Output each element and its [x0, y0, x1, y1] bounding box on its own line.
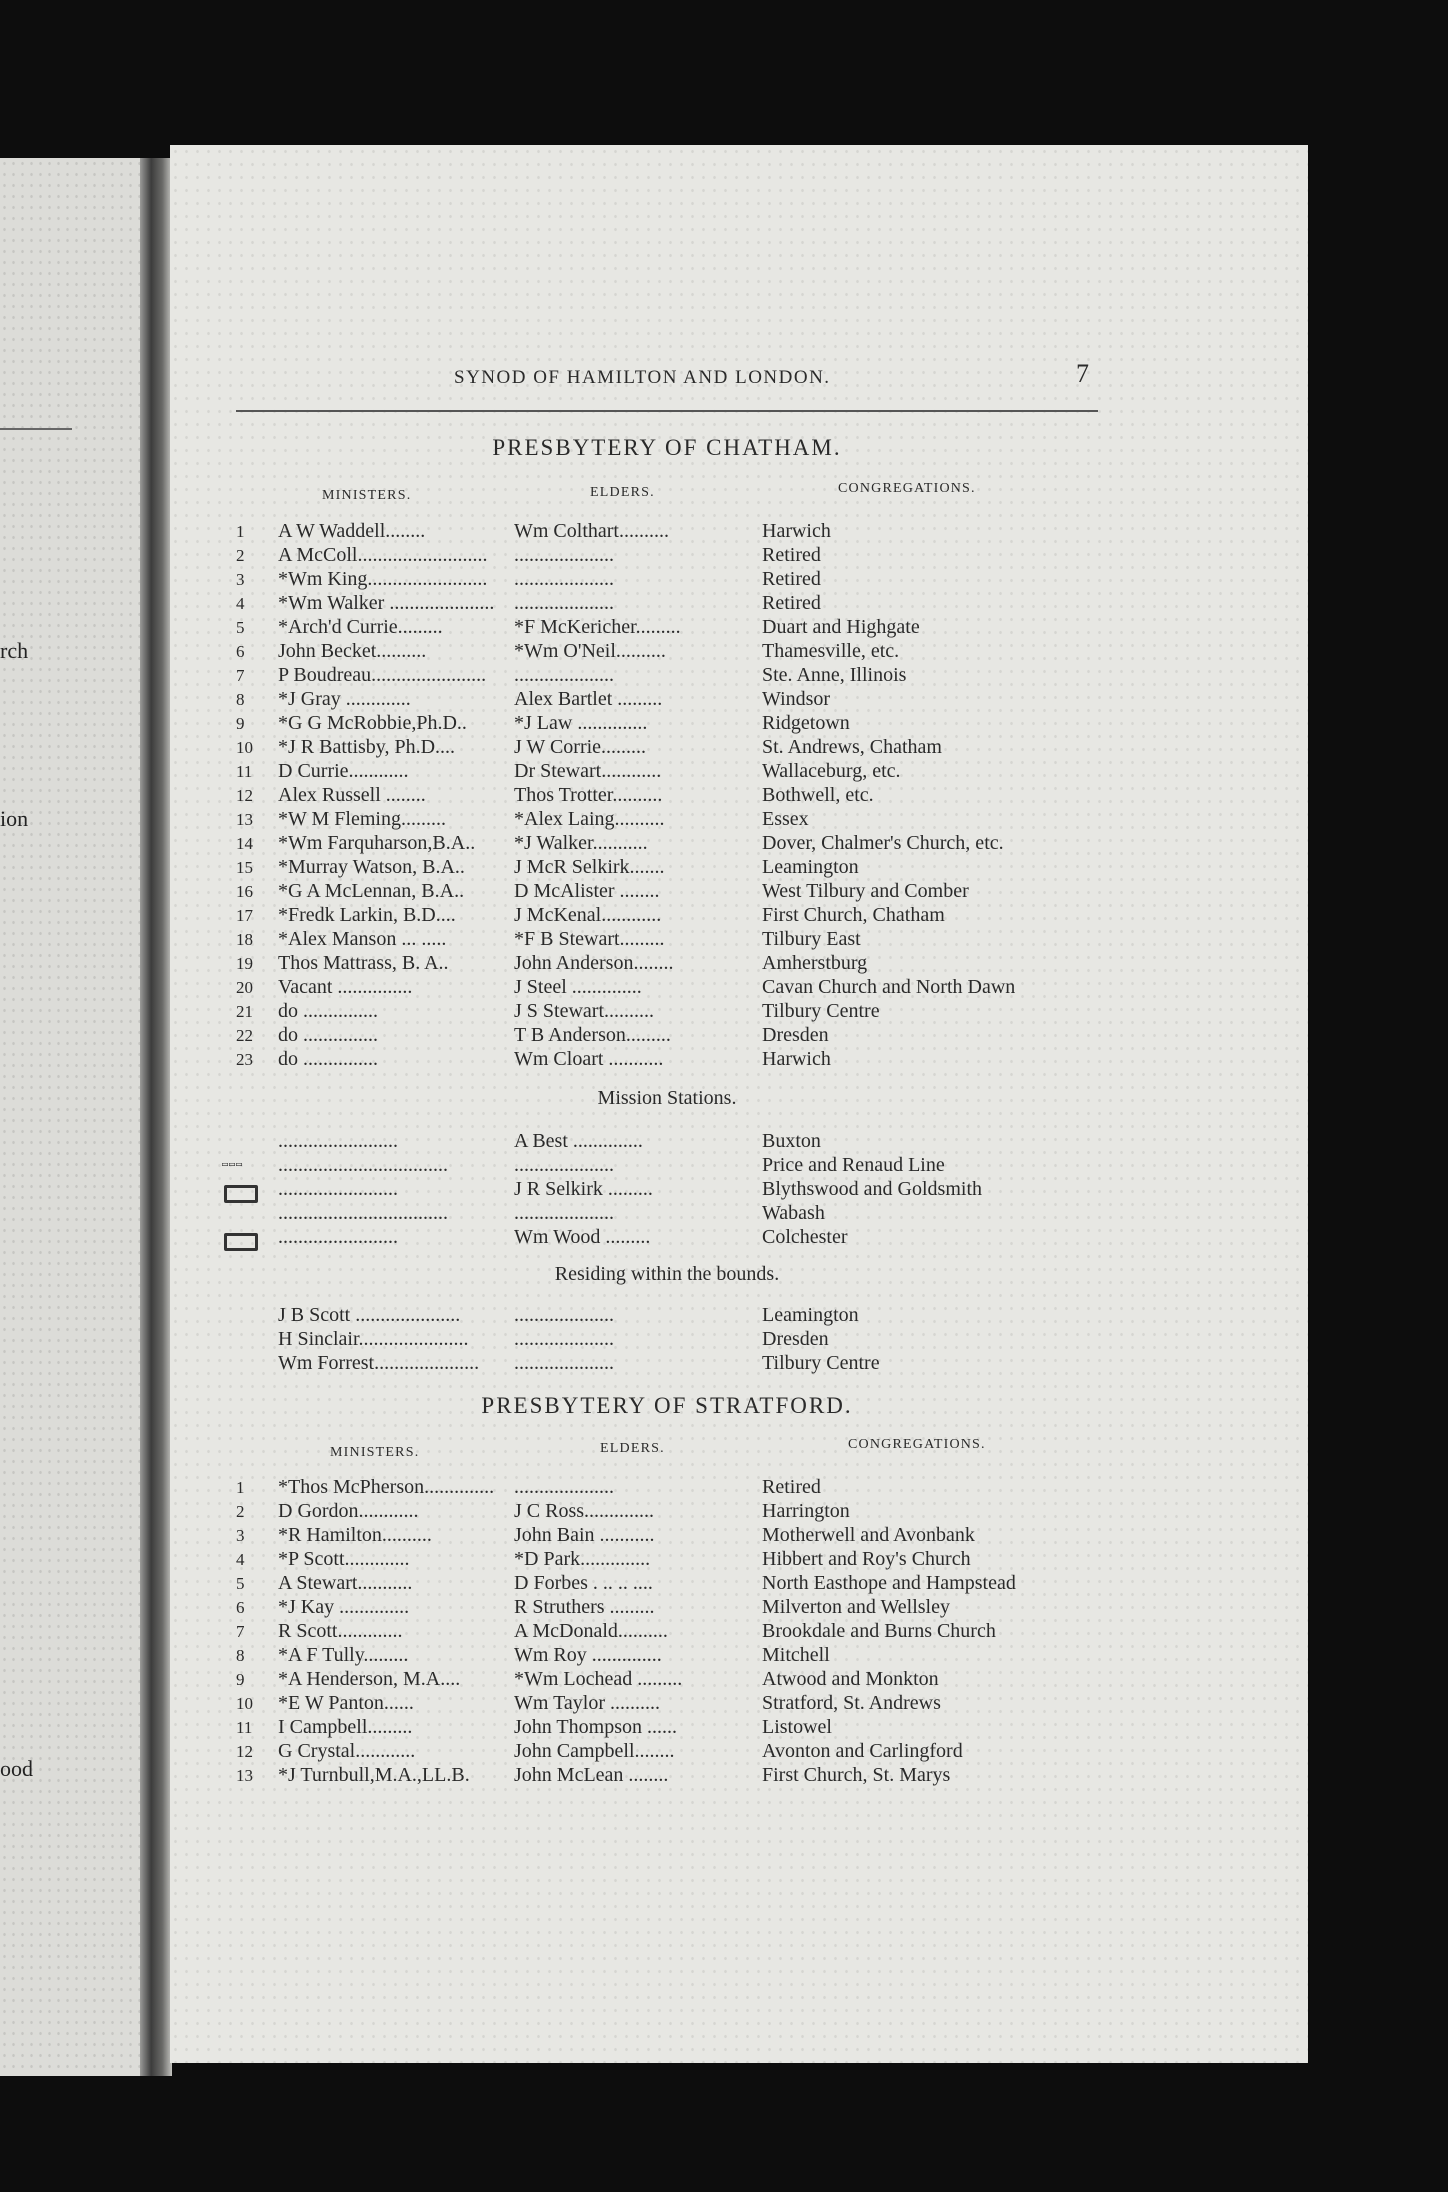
minister: *Wm Walker ..................... — [278, 592, 495, 614]
congregation: Hibbert and Roy's Church — [762, 1548, 971, 1570]
minister: H Sinclair...................... — [278, 1328, 469, 1350]
minister: G Crystal............ — [278, 1740, 416, 1762]
minister: *W M Fleming......... — [278, 808, 446, 830]
row-number: 20 — [236, 978, 253, 997]
row-number: 7 — [236, 1622, 245, 1641]
minister: A W Waddell........ — [278, 520, 426, 542]
minister: *J Kay .............. — [278, 1596, 410, 1618]
minister: *G G McRobbie,Ph.D.. — [278, 712, 467, 734]
elder: J McR Selkirk....... — [514, 856, 665, 878]
elder: Wm Wood ......... — [514, 1226, 651, 1248]
elder: *J Law .............. — [514, 712, 648, 734]
list-item — [236, 855, 1015, 879]
congregation: Retired — [762, 544, 821, 566]
left-facing-page — [0, 158, 140, 2076]
list-item — [236, 1763, 1016, 1787]
elder: *Wm Lochead ......... — [514, 1668, 683, 1690]
list-item — [236, 1153, 982, 1177]
list-item — [236, 783, 1015, 807]
left-page-rule — [0, 428, 72, 430]
elder: Wm Cloart ........... — [514, 1048, 664, 1070]
congregation: Tilbury East — [762, 928, 861, 950]
elder: Wm Taylor .......... — [514, 1692, 660, 1714]
row-number: 22 — [236, 1026, 253, 1045]
page-number: 7 — [1076, 359, 1089, 388]
minister: Vacant ............... — [278, 976, 413, 998]
minister: *Arch'd Currie......... — [278, 616, 443, 638]
row-number: 16 — [236, 882, 253, 901]
row-number: 5 — [236, 618, 245, 637]
list-item — [236, 735, 1015, 759]
elder: Thos Trotter.......... — [514, 784, 663, 806]
congregation: Milverton and Wellsley — [762, 1596, 950, 1618]
chatham-col-ministers: MINISTERS. — [322, 488, 412, 503]
row-number: 3 — [236, 1526, 245, 1545]
congregation: Wabash — [762, 1202, 825, 1224]
congregation: Tilbury Centre — [762, 1352, 880, 1374]
stratford-col-congregations: CONGREGATIONS. — [848, 1437, 986, 1452]
congregation: Cavan Church and North Dawn — [762, 976, 1016, 998]
list-item — [236, 1715, 1016, 1739]
minister: ........................ — [278, 1178, 398, 1200]
congregation: Motherwell and Avonbank — [762, 1524, 975, 1546]
row-number: 10 — [236, 738, 253, 757]
list-item — [236, 663, 1015, 687]
congregation: Tilbury Centre — [762, 1000, 880, 1022]
chatham-col-elders: ELDERS. — [590, 485, 655, 500]
list-item — [236, 615, 1015, 639]
row-number: 8 — [236, 1646, 245, 1665]
elder: John McLean ........ — [514, 1764, 669, 1786]
elder: T B Anderson......... — [514, 1024, 671, 1046]
list-item — [236, 519, 1015, 543]
congregation: Stratford, St. Andrews — [762, 1692, 941, 1714]
row-number: 10 — [236, 1694, 253, 1713]
list-item — [236, 1571, 1016, 1595]
list-item — [236, 1351, 880, 1375]
congregation: Colchester — [762, 1226, 848, 1248]
list-item — [236, 639, 1015, 663]
elder: Dr Stewart............ — [514, 760, 662, 782]
congregation: Price and Renaud Line — [762, 1154, 945, 1176]
list-item — [236, 903, 1015, 927]
list-item — [236, 567, 1015, 591]
elder: *J Walker........... — [514, 832, 648, 854]
congregation: Essex — [762, 808, 809, 830]
minister: A McColl.......................... — [278, 544, 488, 566]
list-item — [236, 975, 1015, 999]
row-number: 13 — [236, 810, 253, 829]
list-item — [236, 1327, 880, 1351]
elder: .................... — [514, 568, 614, 590]
row-number: 15 — [236, 858, 253, 877]
minister: do ............... — [278, 1000, 378, 1022]
minister: I Campbell......... — [278, 1716, 413, 1738]
mission-stations-list — [236, 1129, 982, 1249]
congregation: First Church, Chatham — [762, 904, 945, 926]
row-number: 11 — [236, 762, 253, 781]
chatham-list — [236, 519, 1015, 1071]
congregation: Bothwell, etc. — [762, 784, 874, 806]
congregation: North Easthope and Hampstead — [762, 1572, 1016, 1594]
row-number: 3 — [236, 570, 245, 589]
elder: .................... — [514, 1352, 614, 1374]
list-item — [236, 1739, 1016, 1763]
list-item — [236, 759, 1015, 783]
list-item — [236, 1523, 1016, 1547]
row-number: 6 — [236, 1598, 245, 1617]
congregation: Avonton and Carlingford — [762, 1740, 963, 1762]
minister: *J Turnbull,M.A.,LL.B. — [278, 1764, 470, 1786]
elder: *Alex Laing.......... — [514, 808, 665, 830]
minister: *G A McLennan, B.A.. — [278, 880, 465, 902]
elder: Wm Colthart.......... — [514, 520, 669, 542]
row-number: 14 — [236, 834, 253, 853]
book-gutter — [140, 158, 172, 2076]
minister: *Fredk Larkin, B.D.... — [278, 904, 456, 926]
congregation: Dresden — [762, 1024, 829, 1046]
list-item — [236, 591, 1015, 615]
congregation: Blythswood and Goldsmith — [762, 1178, 983, 1200]
congregation: Ste. Anne, Illinois — [762, 664, 907, 686]
minister: *P Scott............. — [278, 1548, 410, 1570]
elder: *F B Stewart......... — [514, 928, 665, 950]
elder: D Forbes . .. .. .... — [514, 1572, 653, 1594]
elder: John Campbell........ — [514, 1740, 675, 1762]
congregation: Retired — [762, 592, 821, 614]
minister: *Thos McPherson.............. — [278, 1476, 495, 1498]
row-number: 17 — [236, 906, 253, 925]
minister: ........................ — [278, 1130, 398, 1152]
row-number: 12 — [236, 786, 253, 805]
list-item — [236, 1499, 1016, 1523]
list-item — [236, 1595, 1016, 1619]
list-item — [236, 1201, 982, 1225]
minister: .................................. — [278, 1154, 448, 1176]
row-number: 1 — [236, 1478, 245, 1497]
elder: John Thompson ...... — [514, 1716, 677, 1738]
row-number: 13 — [236, 1766, 253, 1785]
elder: .................... — [514, 1154, 614, 1176]
list-item — [236, 1023, 1015, 1047]
chatham-col-congregations: CONGREGATIONS. — [838, 481, 976, 496]
list-item — [236, 1475, 1016, 1499]
elder: *D Park.............. — [514, 1548, 651, 1570]
row-number: 1 — [236, 522, 245, 541]
congregation: Windsor — [762, 688, 831, 710]
elder: John Anderson........ — [514, 952, 674, 974]
row-number: 2 — [236, 1502, 245, 1521]
list-item — [236, 1047, 1015, 1071]
row-number: 4 — [236, 594, 245, 613]
congregation: First Church, St. Marys — [762, 1764, 951, 1786]
minister: Wm Forrest..................... — [278, 1352, 480, 1374]
elder: R Struthers ......... — [514, 1596, 655, 1618]
elder: .................... — [514, 1202, 614, 1224]
elder: J W Corrie......... — [514, 736, 647, 758]
minister: do ............... — [278, 1024, 378, 1046]
elder: J S Stewart.......... — [514, 1000, 654, 1022]
elder: Wm Roy .............. — [514, 1644, 662, 1666]
congregation: Listowel — [762, 1716, 832, 1738]
row-number: 8 — [236, 690, 245, 709]
congregation: Dresden — [762, 1328, 829, 1350]
minister: D Gordon............ — [278, 1500, 419, 1522]
elder: D McAlister ........ — [514, 880, 660, 902]
minister: D Currie............ — [278, 760, 409, 782]
minister: *Alex Manson ... ..... — [278, 928, 447, 950]
row-number: 19 — [236, 954, 253, 973]
elder: J R Selkirk ......... — [514, 1178, 653, 1200]
list-item — [236, 687, 1015, 711]
list-item — [236, 711, 1015, 735]
residing-heading: Residing within the bounds. — [554, 1263, 780, 1285]
elder: .................... — [514, 544, 614, 566]
list-item — [236, 1547, 1016, 1571]
minister: *A F Tully......... — [278, 1644, 409, 1666]
congregation: Harrington — [762, 1500, 850, 1522]
stratford-list — [236, 1475, 1016, 1787]
list-item — [236, 1667, 1016, 1691]
minister: *J Gray ............. — [278, 688, 411, 710]
congregation: Buxton — [762, 1130, 821, 1152]
minister: J B Scott ..................... — [278, 1304, 461, 1326]
list-item — [236, 927, 1015, 951]
elder: *Wm O'Neil.......... — [514, 640, 666, 662]
row-number: 6 — [236, 642, 245, 661]
congregation: Retired — [762, 568, 821, 590]
row-number: 21 — [236, 1002, 253, 1021]
list-item — [236, 807, 1015, 831]
minister: .................................. — [278, 1202, 448, 1224]
list-item — [236, 1303, 880, 1327]
congregation: Wallaceburg, etc. — [762, 760, 901, 782]
stratford-col-elders: ELDERS. — [600, 1441, 665, 1456]
minister: *E W Panton...... — [278, 1692, 414, 1714]
minister: ........................ — [278, 1226, 398, 1248]
congregation: Duart and Highgate — [762, 616, 920, 638]
row-number: 5 — [236, 1574, 245, 1593]
list-item — [236, 1619, 1016, 1643]
list-item — [236, 1643, 1016, 1667]
congregation: Leamington — [762, 1304, 859, 1326]
left-fragment-3: ood — [0, 1756, 33, 1781]
elder: *F McKericher......... — [514, 616, 681, 638]
list-item — [236, 999, 1015, 1023]
row-number: 18 — [236, 930, 253, 949]
list-item — [236, 1177, 982, 1201]
congregation: Dover, Chalmer's Church, etc. — [762, 832, 1004, 854]
congregation: Harwich — [762, 520, 831, 542]
mission-stations-heading: Mission Stations. — [597, 1087, 737, 1109]
minister: P Boudreau....................... — [278, 664, 487, 686]
elder: .................... — [514, 664, 614, 686]
minister: R Scott............. — [278, 1620, 403, 1642]
congregation: Leamington — [762, 856, 859, 878]
elder: J McKenal............ — [514, 904, 662, 926]
row-number: 4 — [236, 1550, 245, 1569]
chatham-title: PRESBYTERY OF CHATHAM. — [492, 435, 842, 460]
running-head: SYNOD OF HAMILTON AND LONDON. — [454, 367, 831, 388]
minister: A Stewart........... — [278, 1572, 413, 1594]
minister: *J R Battisby, Ph.D.... — [278, 736, 456, 758]
list-item — [236, 831, 1015, 855]
minister: *Wm Farquharson,B.A.. — [278, 832, 476, 854]
row-number: 12 — [236, 1742, 253, 1761]
elder: A McDonald.......... — [514, 1620, 668, 1642]
elder: John Bain ........... — [514, 1524, 655, 1546]
minister: *A Henderson, M.A.... — [278, 1668, 461, 1690]
list-item — [236, 951, 1015, 975]
list-item — [236, 879, 1015, 903]
minister: Alex Russell ........ — [278, 784, 426, 806]
elder: .................... — [514, 592, 614, 614]
book-page — [170, 145, 1308, 2063]
congregation: Retired — [762, 1476, 821, 1498]
congregation: Mitchell — [762, 1644, 830, 1666]
congregation: Brookdale and Burns Church — [762, 1620, 996, 1642]
row-number: 23 — [236, 1050, 253, 1069]
congregation: Thamesville, etc. — [762, 640, 900, 662]
elder: J C Ross.............. — [514, 1500, 655, 1522]
elder: .................... — [514, 1328, 614, 1350]
stratford-title: PRESBYTERY OF STRATFORD. — [481, 1393, 853, 1418]
list-item — [236, 1691, 1016, 1715]
row-number: 9 — [236, 1670, 245, 1689]
elder: J Steel .............. — [514, 976, 642, 998]
minister: Thos Mattrass, B. A.. — [278, 952, 449, 974]
stratford-col-ministers: MINISTERS. — [330, 1445, 420, 1460]
left-fragment-1: rch — [0, 638, 29, 663]
elder: .................... — [514, 1304, 614, 1326]
residing-list — [236, 1303, 880, 1375]
congregation: Atwood and Monkton — [762, 1668, 939, 1690]
row-number: 9 — [236, 714, 245, 733]
library-stamp: ▭▭▭ — [222, 1159, 244, 1170]
congregation: St. Andrews, Chatham — [762, 736, 942, 758]
minister: *R Hamilton.......... — [278, 1524, 432, 1546]
left-fragment-2: ion — [0, 806, 29, 831]
row-number: 2 — [236, 546, 245, 565]
congregation: Amherstburg — [762, 952, 868, 974]
minister: do ............... — [278, 1048, 378, 1070]
elder: A Best .............. — [514, 1130, 643, 1152]
row-number: 7 — [236, 666, 245, 685]
row-number: 11 — [236, 1718, 253, 1737]
list-item — [236, 1129, 982, 1153]
minister: John Becket.......... — [278, 640, 427, 662]
congregation: Ridgetown — [762, 712, 850, 734]
list-item — [236, 1225, 982, 1249]
congregation: Harwich — [762, 1048, 831, 1070]
congregation: West Tilbury and Comber — [762, 880, 969, 902]
header-rule — [236, 410, 1098, 412]
elder: .................... — [514, 1476, 614, 1498]
minister: *Wm King........................ — [278, 568, 488, 590]
minister: *Murray Watson, B.A.. — [278, 856, 465, 878]
elder: Alex Bartlet ......... — [514, 688, 663, 710]
list-item — [236, 543, 1015, 567]
